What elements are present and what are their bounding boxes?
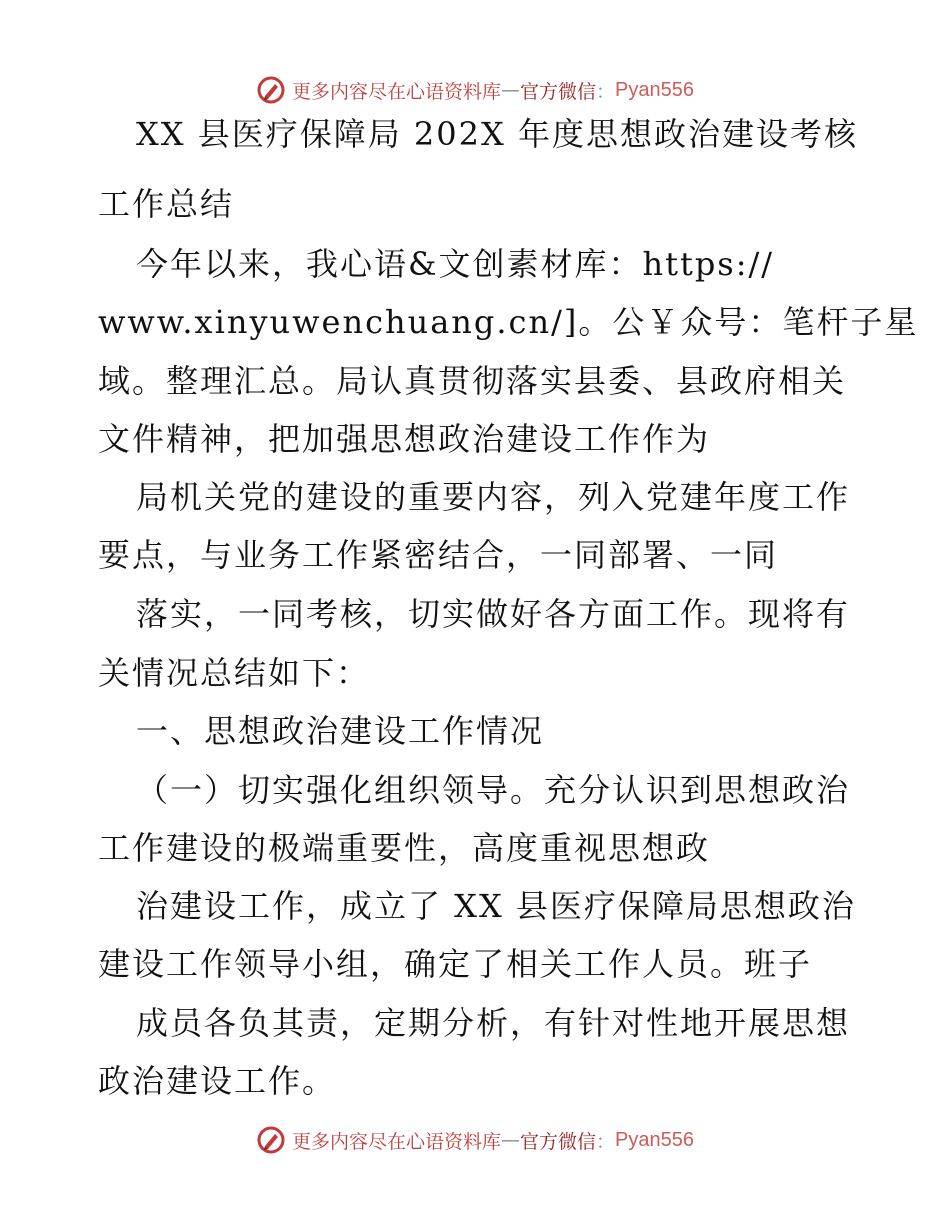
watermark-wechat-id: Pyan556: [615, 1128, 694, 1151]
doc-line: 局机关党的建设的重要内容，列入党建年度工作: [136, 478, 851, 516]
watermark-colon: ：: [596, 80, 616, 103]
doc-line: 落实，一同考核，切实做好各方面工作。现将有: [136, 595, 851, 633]
doc-line: 域。整理汇总。局认真贯彻落实县委、县政府相关: [98, 362, 847, 400]
doc-title-line-1: XX 县医疗保障局 202X 年度思想政治建设考核: [136, 115, 858, 153]
doc-line: 今年以来，我心语&文创素材库：https://: [136, 245, 775, 283]
watermark-colon: ：: [596, 1130, 616, 1153]
doc-line: 文件精神，把加强思想政治建设工作作为: [98, 420, 711, 458]
pen-logo-icon: [256, 1125, 286, 1155]
header-watermark: [0, 70, 950, 110]
doc-line: 治建设工作，成立了 XX 县医疗保障局思想政治: [136, 887, 856, 925]
watermark-wechat-label: 官方微信: [520, 80, 597, 103]
doc-line: 建设工作领导小组，确定了相关工作人员。班子: [98, 945, 813, 983]
doc-line: 要点，与业务工作紧密结合，一同部署、一同: [98, 536, 779, 574]
doc-line: 关情况总结如下：: [98, 654, 371, 692]
watermark-wechat-id: Pyan556: [615, 78, 694, 101]
doc-section-heading: 一、思想政治建设工作情况: [136, 712, 545, 750]
pen-logo-icon: [256, 75, 286, 105]
doc-line: 成员各负其责，定期分析，有针对性地开展思想: [136, 1004, 851, 1042]
watermark-main-text: 更多内容尽在心语资料库: [291, 80, 501, 103]
doc-line: 工作建设的极端重要性，高度重视思想政: [98, 829, 711, 867]
doc-line: （一）切实强化组织领导。充分认识到思想政治: [136, 771, 851, 809]
doc-title-line-2: 工作总结: [98, 185, 235, 223]
footer-watermark: [0, 1120, 950, 1160]
watermark-dash: —: [501, 1129, 520, 1151]
watermark-dash: —: [501, 79, 520, 101]
doc-line: www.xinyuwenchuang.cn/]。公￥众号：笔杆子星: [98, 303, 919, 341]
doc-line: 政治建设工作。: [98, 1062, 337, 1100]
watermark-main-text: 更多内容尽在心语资料库: [291, 1130, 501, 1153]
watermark-wechat-label: 官方微信: [520, 1130, 597, 1153]
